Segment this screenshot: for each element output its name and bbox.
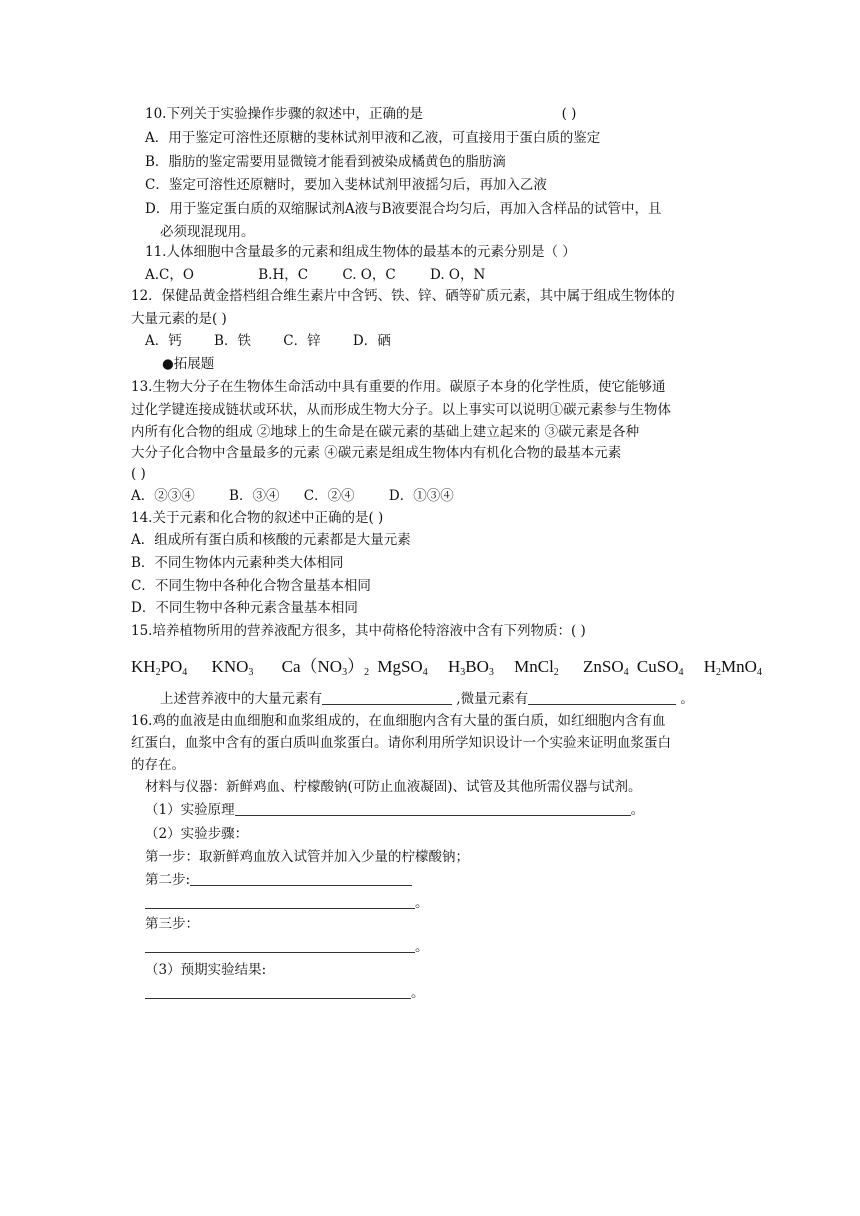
formula-h2mno4: $H_2MnO_4$ bbox=[703, 657, 762, 678]
q15-macro-blank[interactable] bbox=[322, 690, 452, 705]
q14-stem: 14.关于元素和化合物的叙述中正确的是( ) bbox=[131, 510, 384, 526]
q12-option-d: D．硒 bbox=[352, 333, 391, 349]
q11-option-b: B.H，C bbox=[258, 267, 309, 283]
q13-option-b: B．③④ bbox=[229, 488, 280, 504]
q16-step3-blank[interactable] bbox=[145, 938, 415, 953]
q16-materials: 材料与仪器：新鲜鸡血、柠檬酸钠(可防止血液凝固)、试管及其他所需仪器与试剂。 bbox=[145, 779, 642, 795]
q16-step3-label: 第三步： bbox=[145, 916, 199, 932]
q10-answer-paren: ( ) bbox=[561, 106, 577, 122]
q12-stem-line2: 大量元素的是( ) bbox=[131, 311, 227, 327]
q16-principle-period: 。 bbox=[630, 802, 645, 818]
q13-answer-paren: ( ) bbox=[131, 466, 146, 482]
q13-option-a: A．②③④ bbox=[131, 488, 195, 504]
formula-znso4: ZnSO$_4$ bbox=[583, 657, 629, 678]
q14-option-a: A．组成所有蛋白质和核酸的元素都是大量元素 bbox=[131, 532, 411, 548]
q16-principle-line bbox=[145, 800, 644, 820]
formula-cuso4: CuSO$_4$ bbox=[636, 657, 684, 678]
q13-options bbox=[131, 486, 454, 506]
q16-step2-period: 。 bbox=[415, 895, 429, 911]
q11-stem: 11.人体细胞中含量最多的元素和组成生物体的最基本的元素分别是（ ） bbox=[145, 244, 576, 260]
q16-result-blank[interactable] bbox=[145, 984, 411, 999]
q16-principle-label: （1）实验原理 bbox=[145, 802, 235, 818]
q14-option-d: D．不同生物中各种元素含量基本相同 bbox=[131, 600, 358, 616]
q16-result-period: 。 bbox=[411, 985, 425, 1001]
q11-option-a: A.C，O bbox=[145, 267, 194, 283]
q16-result-line bbox=[145, 983, 425, 1003]
q11-option-c: C. O，C bbox=[342, 267, 396, 283]
q14-option-c: C．不同生物中各种化合物含量基本相同 bbox=[131, 578, 371, 594]
q16-step2-line bbox=[145, 870, 412, 890]
q11-option-d: D. O，N bbox=[429, 267, 486, 283]
q13-line2: 过化学键连接成链状或环状，从而形成生物大分子。以上事实可以说明①碳元素参与生物体 bbox=[131, 402, 671, 418]
q12-option-c: C．锌 bbox=[283, 333, 321, 349]
q10-option-d-line2: 必须现混现用。 bbox=[160, 224, 255, 240]
q15-answer-line bbox=[160, 689, 694, 709]
formula-h3bo3: $H_3BO_3$ bbox=[447, 657, 494, 678]
q12-option-a: A．钙 bbox=[145, 333, 182, 349]
formula-kh2po4: $KH_2PO_4$ bbox=[131, 657, 188, 678]
q16-step2-label: 第二步: bbox=[145, 872, 191, 888]
formula-mncl2: MnCl$_2$ bbox=[514, 657, 559, 678]
q13-line4: 大分子化合物中含量最多的元素 ④碳元素是组成生物体内有机化合物的最基本元素 bbox=[131, 445, 622, 461]
q16-line3: 的存在。 bbox=[131, 757, 185, 773]
q16-step3-line bbox=[145, 937, 429, 957]
q13-line1: 13.生物大分子在生物体生命活动中具有重要的作用。碳原子本身的化学性质，使它能够通 bbox=[131, 379, 666, 395]
q15-stem: 15.培养植物所用的营养液配方很多，其中荷格伦特溶液中含有下列物质：( ) bbox=[131, 623, 586, 639]
q15-micro-blank[interactable] bbox=[528, 690, 676, 705]
q13-option-c: C．②④ bbox=[303, 488, 355, 504]
q10-stem-line bbox=[145, 104, 576, 124]
q16-step2-continue bbox=[145, 893, 429, 913]
q10-stem: 10.下列关于实验操作步骤的叙述中，正确的是 bbox=[145, 106, 423, 122]
q16-principle-blank[interactable] bbox=[235, 801, 631, 816]
q16-line1: 16.鸡的血液是由血细胞和血浆组成的，在血细胞内含有大量的蛋白质，如红细胞内含有血 bbox=[131, 713, 666, 729]
q10-option-c: C．鉴定可溶性还原糖时，要加入斐林试剂甲液摇匀后，再加入乙液 bbox=[145, 177, 547, 193]
section-extension-heading: ●拓展题 bbox=[162, 356, 215, 372]
q16-step2-blank-b[interactable] bbox=[145, 894, 415, 909]
q15-macro-label: 上述营养液中的大量元素有 bbox=[160, 691, 322, 707]
q15-micro-label: ,微量元素有 bbox=[456, 691, 529, 707]
q16-step1: 第一步：取新鲜鸡血放入试管并加入少量的柠檬酸钠； bbox=[145, 849, 469, 865]
q10-option-a: A．用于鉴定可溶性还原糖的斐林试剂甲液和乙液，可直接用于蛋白质的鉴定 bbox=[145, 130, 601, 146]
q10-option-d-line1: D．用于鉴定蛋白质的双缩脲试剂A液与B液要混合均匀后，再加入含样品的试管中，且 bbox=[145, 201, 662, 217]
formula-mgso4: MgSO$_4$ bbox=[377, 657, 428, 678]
q10-option-b: B．脂肪的鉴定需要用显微镜才能看到被染成橘黄色的脂肪滴 bbox=[145, 154, 506, 170]
q16-result-label: （3）预期实验结果: bbox=[145, 962, 267, 978]
q11-options bbox=[145, 265, 485, 285]
formula-kno3: $KNO_3$ bbox=[211, 657, 254, 678]
q16-steps-label: （2）实验步骤： bbox=[145, 826, 249, 842]
q12-stem-line1: 12．保健品黄金搭档组合维生素片中含钙、铁、锌、硒等矿质元素，其中属于组成生物体的 bbox=[131, 288, 675, 304]
q14-option-b: B．不同生物体内元素种类大体相同 bbox=[131, 555, 344, 571]
q12-options bbox=[145, 331, 391, 351]
formula-ca-no3-2: $Ca(NO_3)_2$ bbox=[281, 657, 370, 678]
q15-formula-row bbox=[131, 655, 762, 685]
q16-step2-blank-a[interactable] bbox=[190, 871, 412, 886]
q15-period: 。 bbox=[680, 691, 694, 707]
q16-step3-period: 。 bbox=[415, 939, 429, 955]
q12-option-b: B．铁 bbox=[214, 333, 251, 349]
q13-option-d: D．①③④ bbox=[388, 488, 454, 504]
q13-line3: 内所有化合物的组成 ②地球上的生命是在碳元素的基础上建立起来的 ③碳元素是各种 bbox=[131, 424, 640, 440]
q16-line2: 红蛋白，血浆中含有的蛋白质叫血浆蛋白。请你利用所学知识设计一个实验来证明血浆蛋白 bbox=[131, 735, 671, 751]
